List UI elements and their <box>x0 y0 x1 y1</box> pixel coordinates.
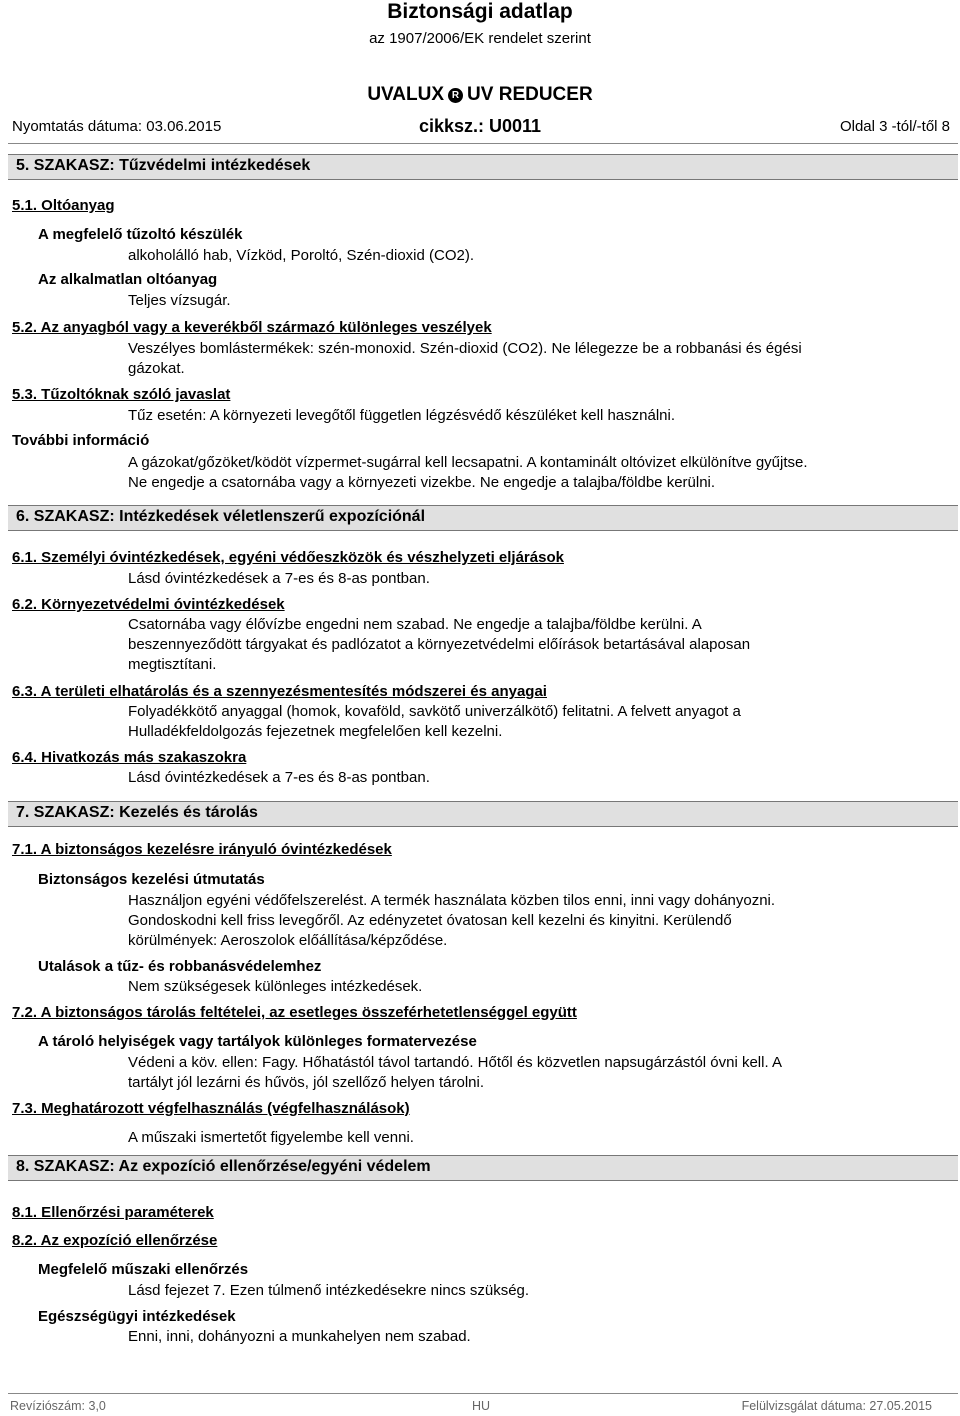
section-8-title: 8. SZAKASZ: Az expozíció ellenőrzése/egyéni védelem <box>16 1158 431 1175</box>
section-7-title: 7. SZAKASZ: Kezelés és tárolás <box>16 804 258 821</box>
subsection-5-2-heading: 5.2. Az anyagból vagy a keverékből származó különleges veszélyek <box>12 319 492 336</box>
containment-text-2: Hulladékfeldolgozás fejezetnek megfelelően kell kezelni. <box>128 723 503 740</box>
storage-design-label: A tároló helyiségek vagy tartályok különleges formatervezése <box>38 1033 477 1050</box>
subsection-8-2-heading: 8.2. Az expozíció ellenőrzése <box>12 1232 218 1249</box>
storage-design-text-2: tartályt jól lezárni és hűvös, jól szellőző helyen tárolni. <box>128 1074 485 1091</box>
subsection-6-3-heading: 6.3. A területi elhatárolás és a szennyezésmentesítés módszerei és anyagai <box>12 683 547 700</box>
suitable-extinguisher-label: A megfelelő tűzoltó készülék <box>38 226 243 243</box>
language-code: HU <box>472 1399 491 1413</box>
registered-trademark-icon: R <box>448 88 463 103</box>
subsection-6-1-heading: 6.1. Személyi óvintézkedések, egyéni védőeszközök és vészhelyzeti eljárások <box>12 549 564 566</box>
engineering-controls-text: Lásd fejezet 7. Ezen túlmenő intézkedésekre nincs szükség. <box>128 1282 530 1299</box>
unsuitable-extinguisher-text: Teljes vízsugár. <box>128 292 231 309</box>
page-number: Oldal 3 -tól/-től 8 <box>839 118 950 135</box>
section-5-header <box>8 154 958 180</box>
revision-number: Revíziószám: 3,0 <box>10 1399 106 1413</box>
item-number: cikksz.: U0011 <box>418 116 542 136</box>
safe-handling-text-2: Gondoskodni kell friss levegőről. Az edényzetet óvatosan kell kezelni és kinyitni. Kerülendő <box>128 912 732 929</box>
firefighter-advice-text: Tűz esetén: A környezeti levegőtől független légzésvédő készüléket kell használni. <box>128 407 676 424</box>
further-info-text-1: A gázokat/gőzöket/ködöt vízpermet-sugárral kell lecsapatni. A kontaminált oltóvizet elkülönítve gyűjtse. <box>128 454 808 471</box>
personal-precautions-text: Lásd óvintézkedések a 7-es és 8-as pontban. <box>128 570 430 587</box>
suitable-extinguisher-text: alkoholálló hab, Vízköd, Poroltó, Szén-dioxid (CO2). <box>128 247 475 264</box>
subsection-7-2-heading: 7.2. A biztonságos tárolás feltételei, az esetleges összeférhetetlenséggel együtt <box>12 1004 577 1021</box>
reference-sections-text: Lásd óvintézkedések a 7-es és 8-as pontban. <box>128 769 430 786</box>
section-8-header <box>8 1155 958 1181</box>
document-title: Biztonsági adatlap <box>387 0 573 23</box>
print-date: Nyomtatás dátuma: 03.06.2015 <box>12 118 222 135</box>
subsection-6-2-heading: 6.2. Környezetvédelmi óvintézkedések <box>12 596 285 613</box>
header-divider <box>8 143 958 144</box>
environmental-precautions-text-3: megtisztítani. <box>128 656 217 673</box>
subsection-5-1-heading: 5.1. Oltóanyag <box>12 197 115 214</box>
subsection-5-3-heading: 5.3. Tűzoltóknak szóló javaslat <box>12 386 231 403</box>
storage-design-text-1: Védeni a köv. ellen: Fagy. Hőhatástól távol tartandó. Hőtől és közvetlen napsugárzástól óvni kell. A <box>128 1054 782 1071</box>
safe-handling-label: Biztonságos kezelési útmutatás <box>38 871 265 888</box>
environmental-precautions-text-2: beszennyeződött tárgyakat és padlózatot a környezetvédelmi előírások betartásával alaposan <box>128 636 751 653</box>
further-info-label: További információ <box>12 432 150 449</box>
subsection-7-3-heading: 7.3. Meghatározott végfelhasználás (végfelhasználások) <box>12 1100 410 1117</box>
fire-protection-label: Utalások a tűz- és robbanásvédelemhez <box>38 958 322 975</box>
hygiene-measures-text: Enni, inni, dohányozni a munkahelyen nem szabad. <box>128 1328 471 1345</box>
subsection-8-1-heading: 8.1. Ellenőrzési paraméterek <box>12 1204 214 1221</box>
section-5-title: 5. SZAKASZ: Tűzvédelmi intézkedések <box>16 157 311 174</box>
section-6-title: 6. SZAKASZ: Intézkedések véletlenszerű expozíciónál <box>16 508 426 525</box>
end-use-text: A műszaki ismertetőt figyelembe kell venni. <box>128 1129 414 1146</box>
engineering-controls-label: Megfelelő műszaki ellenőrzés <box>38 1261 249 1278</box>
product-name-part1: UVALUX <box>367 84 445 105</box>
product-name <box>0 84 960 106</box>
special-hazards-text-1: Veszélyes bomlástermékek: szén-monoxid. Szén-dioxid (CO2). Ne lélegezze be a robbanási és égési <box>128 340 802 357</box>
footer-divider <box>8 1393 958 1394</box>
subsection-7-1-heading: 7.1. A biztonságos kezelésre irányuló óvintézkedések <box>12 841 392 858</box>
fire-protection-text: Nem szükségesek különleges intézkedések. <box>128 978 423 995</box>
safe-handling-text-1: Használjon egyéni védőfelszerelést. A termék használata közben tilos enni, inni vagy dohányozni. <box>128 892 776 909</box>
section-7-header <box>8 801 958 827</box>
unsuitable-extinguisher-label: Az alkalmatlan oltóanyag <box>38 271 218 288</box>
containment-text-1: Folyadékkötő anyaggal (homok, kovaföld, savkötő univerzálkötő) felitatni. A felvett anyagot a <box>128 703 741 720</box>
safe-handling-text-3: körülmények: Aeroszolok előállítása/képződése. <box>128 932 448 949</box>
further-info-text-2: Ne engedje a csatornába vagy a környezeti vizekbe. Ne engedje a talajba/földbe kerülni. <box>128 474 716 491</box>
environmental-precautions-text-1: Csatornába vagy élővízbe engedni nem szabad. Ne engedje a talajba/földbe kerülni. A <box>128 616 702 633</box>
section-6-header <box>8 505 958 531</box>
document-subtitle: az 1907/2006/EK rendelet szerint <box>369 30 591 47</box>
review-date: Felülvizsgálat dátuma: 27.05.2015 <box>741 1399 932 1413</box>
product-name-part2: UV REDUCER <box>467 84 593 105</box>
hygiene-measures-label: Egészségügyi intézkedések <box>38 1308 236 1325</box>
subsection-6-4-heading: 6.4. Hivatkozás más szakaszokra <box>12 749 247 766</box>
special-hazards-text-2: gázokat. <box>128 360 185 377</box>
